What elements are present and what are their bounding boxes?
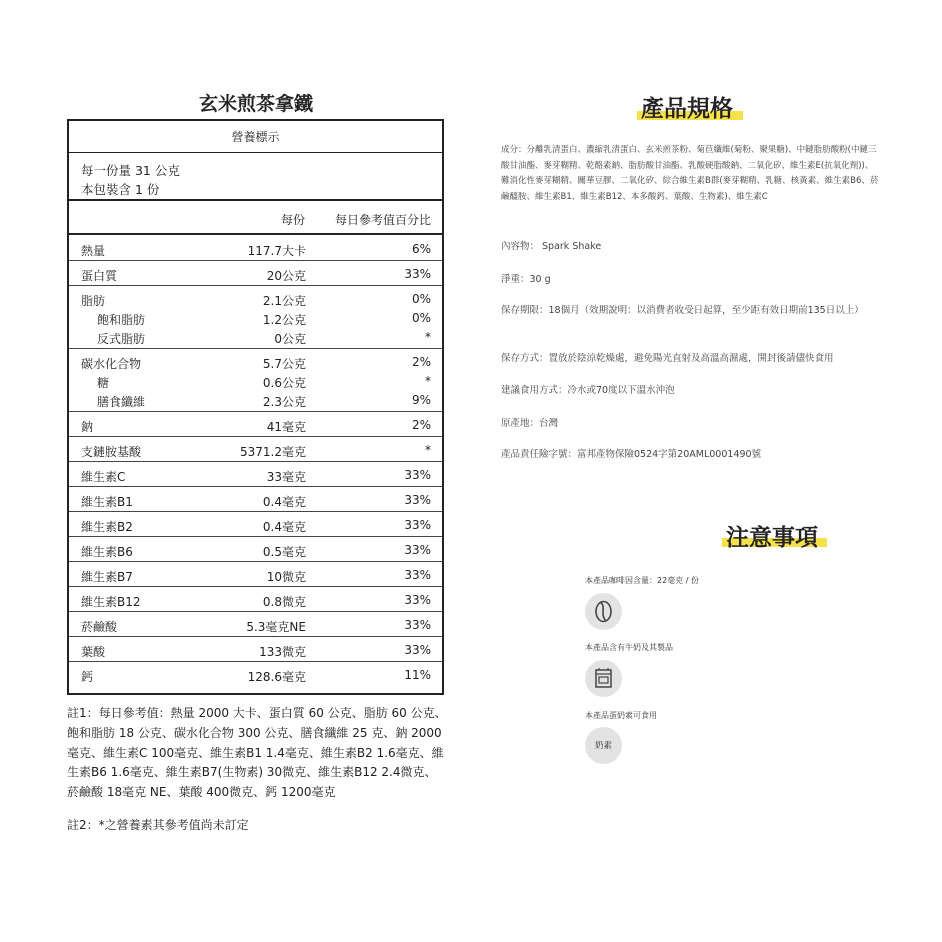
nutrient-amount: 117.7大卡	[247, 244, 306, 258]
nutrition-facts-table	[67, 119, 444, 695]
nutrient-daily-pct: 2%	[411, 355, 431, 369]
nutrition-group	[69, 561, 442, 586]
nutrition-row	[69, 242, 442, 261]
nutrition-row	[69, 355, 442, 374]
nutrient-amount: 5.7公克	[262, 357, 306, 371]
nutrient-daily-pct: 11%	[404, 668, 431, 682]
caution-caffeine-label: 本產品咖啡因含量：22毫克 / 份	[585, 576, 699, 585]
nutrition-row	[69, 593, 442, 612]
nutrient-amount: 2.1公克	[262, 294, 306, 308]
nutrient-amount: 10微克	[266, 570, 306, 584]
nutrient-amount: 0.5毫克	[262, 545, 306, 559]
nutrient-daily-pct: 2%	[411, 418, 431, 432]
nutrition-row	[69, 493, 442, 512]
nutrition-row	[69, 618, 442, 637]
footnote-2: 註2：*之營養素其參考值尚未訂定	[67, 818, 249, 832]
nutrient-amount: 5.3毫克NE	[246, 620, 306, 634]
nutrition-row	[69, 668, 442, 687]
nutrient-amount: 33毫克	[266, 470, 306, 484]
spec-origin: 原產地：台灣	[501, 418, 559, 429]
nutrient-daily-pct: 33%	[404, 493, 431, 507]
nutrient-name: 維生素C	[81, 470, 126, 484]
nutrient-amount: 133微克	[259, 645, 306, 659]
nutrient-daily-pct: 33%	[404, 593, 431, 607]
nutrition-group	[69, 260, 442, 285]
nutrition-row	[69, 393, 442, 412]
nutrition-group	[69, 436, 442, 461]
nutrient-amount: 0.8微克	[262, 595, 306, 609]
nutrient-name: 菸鹼酸	[81, 620, 118, 634]
nutrient-daily-pct: 33%	[404, 643, 431, 657]
nutrition-row	[69, 443, 442, 462]
caution-title: 注意事項	[726, 525, 818, 551]
col-per-serving: 每份	[280, 213, 305, 227]
nutrient-daily-pct: 33%	[404, 543, 431, 557]
col-daily-pct: 每日參考值百分比	[334, 213, 431, 227]
caution-milk-label: 本產品含有牛奶及其製品	[585, 643, 673, 652]
nutrition-row	[69, 643, 442, 662]
nutrient-daily-pct: 6%	[411, 242, 431, 256]
nutrition-row	[69, 568, 442, 587]
nutrition-group	[69, 235, 442, 260]
serving-size: 每一份量 31 公克	[81, 163, 180, 178]
nutrient-name: 熱量	[81, 244, 106, 258]
nutrient-name: 蛋白質	[81, 269, 118, 283]
nutrient-amount: 0.4毫克	[262, 520, 306, 534]
spec-title: 產品規格	[641, 96, 733, 122]
nutrient-amount: 20公克	[266, 269, 306, 283]
nutrition-row	[69, 292, 442, 311]
nutrition-row	[69, 267, 442, 286]
spec-insurance: 產品責任險字號：富邦產物保險0524字第20AML0001490號	[501, 449, 762, 460]
nutrient-amount: 2.3公克	[262, 395, 306, 409]
nutrient-daily-pct: *	[425, 443, 431, 457]
caution-vegetarian-label: 本產品蛋奶素可食用	[585, 711, 657, 720]
nutrition-row	[69, 418, 442, 437]
nutrition-group	[69, 536, 442, 561]
nutrient-name: 鈣	[81, 670, 94, 684]
nutrient-name: 鈉	[81, 420, 94, 434]
nutrient-name: 飽和脂肪	[97, 313, 146, 327]
spec-net-weight: 淨重：30 g	[501, 274, 551, 285]
milk-carton-icon	[585, 660, 622, 697]
spec-ingredients: 成分：分離乳清蛋白、濃縮乳清蛋白、玄米煎茶粉、菊苣纖維(菊粉、聚果糖)、中鏈脂肪酸粉(中鏈三酸甘油酯、麥芽糊精、乾酪素鈉、脂肪酸甘油酯、乳酸硬脂酸鈉、二氧化矽、維生素E(抗氧化劑))、難消化性麥芽糊精、關華豆膠、二氧化矽、綜合維生素B群(麥芽糊精、乳糖、核黃素、維生素B6、菸鹼醯胺、維生素B1、維生素B12、本多酸鈣、葉酸、生物素)、維生素C	[501, 145, 879, 203]
nutrient-name: 碳水化合物	[81, 357, 142, 371]
nutrient-name: 維生素B1	[81, 495, 133, 509]
nutrient-name: 膳食纖維	[97, 395, 146, 409]
nutrient-daily-pct: *	[425, 330, 431, 344]
milk-badge-icon	[585, 727, 622, 764]
nutrition-row	[69, 374, 442, 393]
nutrient-name: 支鏈胺基酸	[81, 445, 142, 459]
nutrition-group	[69, 586, 442, 611]
nutrient-daily-pct: 33%	[404, 518, 431, 532]
nutrition-row	[69, 330, 442, 349]
nutrient-name: 葉酸	[81, 645, 106, 659]
nutrition-group	[69, 461, 442, 486]
nutrition-row	[69, 311, 442, 330]
nutrition-group	[69, 511, 442, 536]
nutrient-daily-pct: 9%	[411, 393, 431, 407]
nutrition-header: 營養標示	[69, 121, 442, 153]
nutrient-amount: 41毫克	[266, 420, 306, 434]
nutrition-row	[69, 543, 442, 562]
spec-shelf-life: 保存期限：18個月（效期說明：以消費者收受日起算，至少距有效日期前135日以上）	[501, 305, 864, 316]
nutrition-group	[69, 636, 442, 661]
nutrient-name: 維生素B12	[81, 595, 141, 609]
nutrient-daily-pct: *	[425, 374, 431, 388]
nutrition-row	[69, 468, 442, 487]
servings-per-pack: 本包裝含 1 份	[81, 182, 160, 197]
nutrient-amount: 128.6毫克	[247, 670, 306, 684]
nutrition-group	[69, 411, 442, 436]
coffee-bean-icon	[585, 593, 622, 630]
nutrient-daily-pct: 33%	[404, 468, 431, 482]
nutrient-name: 維生素B2	[81, 520, 133, 534]
nutrient-daily-pct: 0%	[411, 292, 431, 306]
nutrient-amount: 1.2公克	[262, 313, 306, 327]
spec-storage: 保存方式：置放於陰涼乾燥處，避免陽光直射及高溫高濕處，開封後請儘快食用	[501, 353, 834, 364]
nutrient-name: 維生素B7	[81, 570, 133, 584]
nutrient-name: 維生素B6	[81, 545, 133, 559]
nutrient-daily-pct: 0%	[411, 311, 431, 325]
milk-badge-text: 奶素	[594, 741, 612, 751]
nutrient-amount: 0.6公克	[262, 376, 306, 390]
nutrient-daily-pct: 33%	[404, 618, 431, 632]
nutrition-group	[69, 486, 442, 511]
nutrition-group	[69, 611, 442, 636]
product-name: 玄米煎茶拿鐵	[198, 93, 313, 115]
nutrition-group	[69, 285, 442, 348]
serving-info	[81, 161, 180, 199]
nutrient-name: 反式脂肪	[97, 332, 146, 346]
footnote-1: 註1：每日參考值：熱量 2000 大卡、蛋白質 60 公克、脂肪 60 公克、飽和脂肪 18 公克、碳水化合物 300 公克、膳食纖維 25 克、鈉 2000 毫克、維生素C 100毫克、維生素B1 1.4毫克、維生素B2 1.6毫克、維生素B6 1.6毫克、維生素B7(生物素) 30微克、維生素B12 2.4微克、菸鹼酸 18毫克 NE、葉酸 400微克、鈣 1200毫克	[67, 706, 447, 800]
nutrition-group	[69, 661, 442, 686]
nutrition-group	[69, 348, 442, 411]
nutrient-amount: 5371.2毫克	[240, 445, 306, 459]
nutrition-column-header	[69, 199, 442, 235]
nutrient-daily-pct: 33%	[404, 568, 431, 582]
spec-usage: 建議食用方式：冷水或70度以下溫水沖泡	[501, 385, 675, 396]
nutrient-name: 脂肪	[81, 294, 106, 308]
nutrition-row	[69, 518, 442, 537]
nutrient-amount: 0.4毫克	[262, 495, 306, 509]
nutrient-name: 糖	[97, 376, 110, 390]
nutrient-amount: 0公克	[274, 332, 306, 346]
spec-content: 內容物： Spark Shake	[501, 241, 602, 252]
nutrient-daily-pct: 33%	[404, 267, 431, 281]
